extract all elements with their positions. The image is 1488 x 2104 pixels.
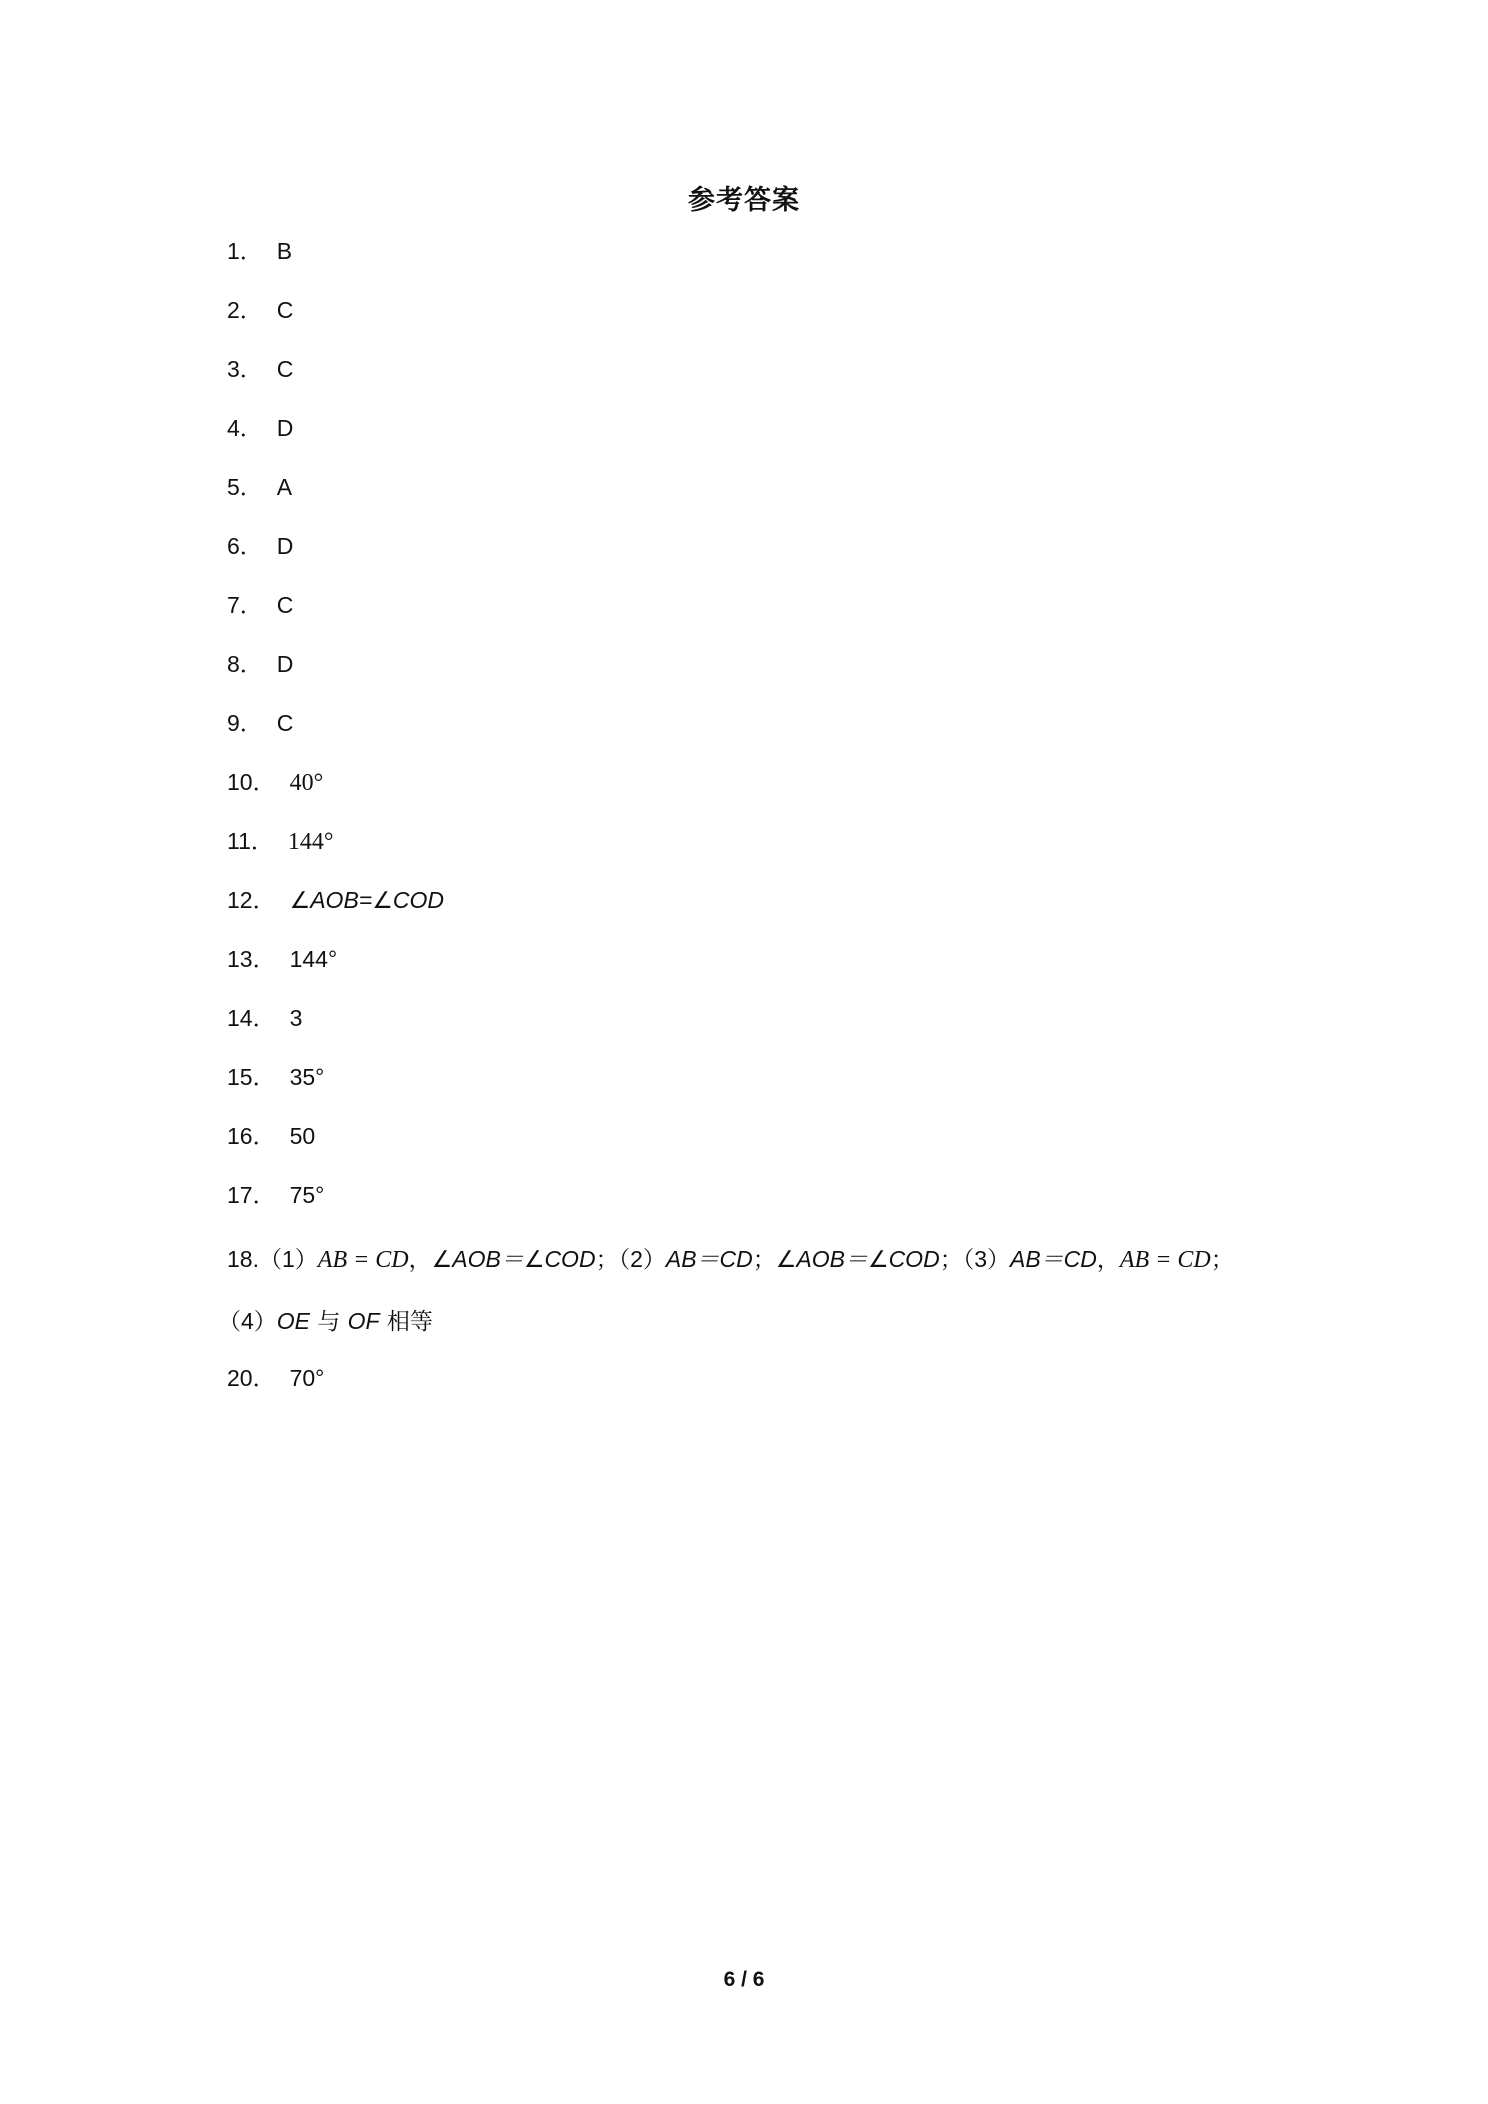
separator: ， bbox=[408, 1246, 432, 1272]
answer-number: 12． bbox=[227, 887, 276, 913]
answer-value: 144° bbox=[287, 829, 334, 855]
answer-number: 15． bbox=[227, 1064, 276, 1090]
page-title: 参考答案 bbox=[688, 185, 800, 216]
part-label: （4） bbox=[218, 1308, 277, 1334]
math-expression: AB = CD bbox=[1119, 1247, 1211, 1273]
answer-row-7 bbox=[227, 586, 1307, 645]
answer-row-3 bbox=[227, 350, 1307, 409]
answer-number: 7． bbox=[227, 592, 263, 618]
answer-value: 75° bbox=[289, 1182, 325, 1208]
math-expression: AB＝CD bbox=[665, 1246, 753, 1272]
answer-row-9 bbox=[227, 704, 1307, 763]
answer-number: 3． bbox=[227, 356, 263, 382]
answer-value: 70° bbox=[289, 1365, 325, 1391]
answer-value: C bbox=[276, 592, 294, 618]
part-label: （1） bbox=[258, 1246, 318, 1272]
answer-number: 10． bbox=[227, 769, 276, 795]
answer-row-6 bbox=[227, 527, 1307, 586]
answer-row-1 bbox=[227, 232, 1307, 291]
answer-value: 50 bbox=[289, 1123, 316, 1149]
math-expression: ∠AOB＝∠COD bbox=[431, 1246, 596, 1272]
answer-value: 3 bbox=[289, 1005, 303, 1031]
answer-number: 9． bbox=[227, 710, 263, 736]
answer-number: 2． bbox=[227, 297, 263, 323]
separator: ； bbox=[595, 1246, 619, 1272]
answer-row-10 bbox=[227, 763, 1307, 822]
answer-value: D bbox=[276, 651, 294, 677]
separator: ； bbox=[1210, 1246, 1234, 1272]
answer-list bbox=[218, 232, 1307, 1418]
answer-row-12 bbox=[227, 881, 1307, 940]
answer-number: 8． bbox=[227, 651, 263, 677]
part-label: （3） bbox=[962, 1246, 1010, 1272]
answer-row-18 bbox=[227, 1235, 1307, 1301]
separator: ； bbox=[939, 1246, 963, 1272]
answer-number: 18. bbox=[227, 1246, 259, 1272]
answer-row-11 bbox=[227, 822, 1307, 881]
answer-value: B bbox=[276, 238, 293, 264]
answer-number: 11． bbox=[227, 828, 274, 854]
answer-value: ∠AOB=∠COD bbox=[289, 887, 444, 913]
answer-number: 14． bbox=[227, 1005, 276, 1031]
answer-row-17 bbox=[227, 1176, 1307, 1235]
answer-value: D bbox=[276, 533, 294, 559]
answer-row-5 bbox=[227, 468, 1307, 527]
answer-number: 4． bbox=[227, 415, 263, 441]
answer-value: 35° bbox=[289, 1064, 325, 1090]
answer-value: A bbox=[276, 474, 293, 500]
answer-value: C bbox=[276, 356, 294, 382]
math-expression: AB＝CD bbox=[1009, 1246, 1097, 1272]
answer-row-4 bbox=[227, 409, 1307, 468]
answer-row-18-continued bbox=[218, 1301, 1307, 1359]
answer-number: 1． bbox=[227, 238, 263, 264]
conclusion-text: 相等 bbox=[379, 1309, 433, 1335]
connector-text: 与 bbox=[310, 1309, 348, 1335]
answer-value: C bbox=[276, 297, 294, 323]
answer-value: 144° bbox=[289, 946, 338, 972]
answer-row-2 bbox=[227, 291, 1307, 350]
part-label: （2） bbox=[618, 1246, 666, 1272]
answer-row-14 bbox=[227, 999, 1307, 1058]
answer-row-15 bbox=[227, 1058, 1307, 1117]
math-expression: OF bbox=[347, 1308, 380, 1334]
answer-number: 20． bbox=[227, 1365, 276, 1391]
answer-number: 16． bbox=[227, 1123, 276, 1149]
answer-value: 40° bbox=[289, 770, 324, 796]
answer-row-13 bbox=[227, 940, 1307, 999]
answer-value: D bbox=[276, 415, 294, 441]
answer-number: 6． bbox=[227, 533, 263, 559]
answer-row-20 bbox=[227, 1359, 1307, 1418]
separator: ； bbox=[752, 1246, 776, 1272]
answer-number: 13． bbox=[227, 946, 276, 972]
math-expression: OE bbox=[276, 1308, 311, 1334]
page-number: 6 / 6 bbox=[723, 1968, 765, 1991]
answer-row-8 bbox=[227, 645, 1307, 704]
answer-number: 17． bbox=[227, 1182, 276, 1208]
answer-number: 5． bbox=[227, 474, 263, 500]
answer-row-16 bbox=[227, 1117, 1307, 1176]
math-expression: ∠AOB＝∠COD bbox=[775, 1246, 940, 1272]
answer-value: C bbox=[276, 710, 294, 736]
math-expression: AB = CD bbox=[317, 1247, 409, 1273]
separator: ， bbox=[1096, 1246, 1120, 1272]
